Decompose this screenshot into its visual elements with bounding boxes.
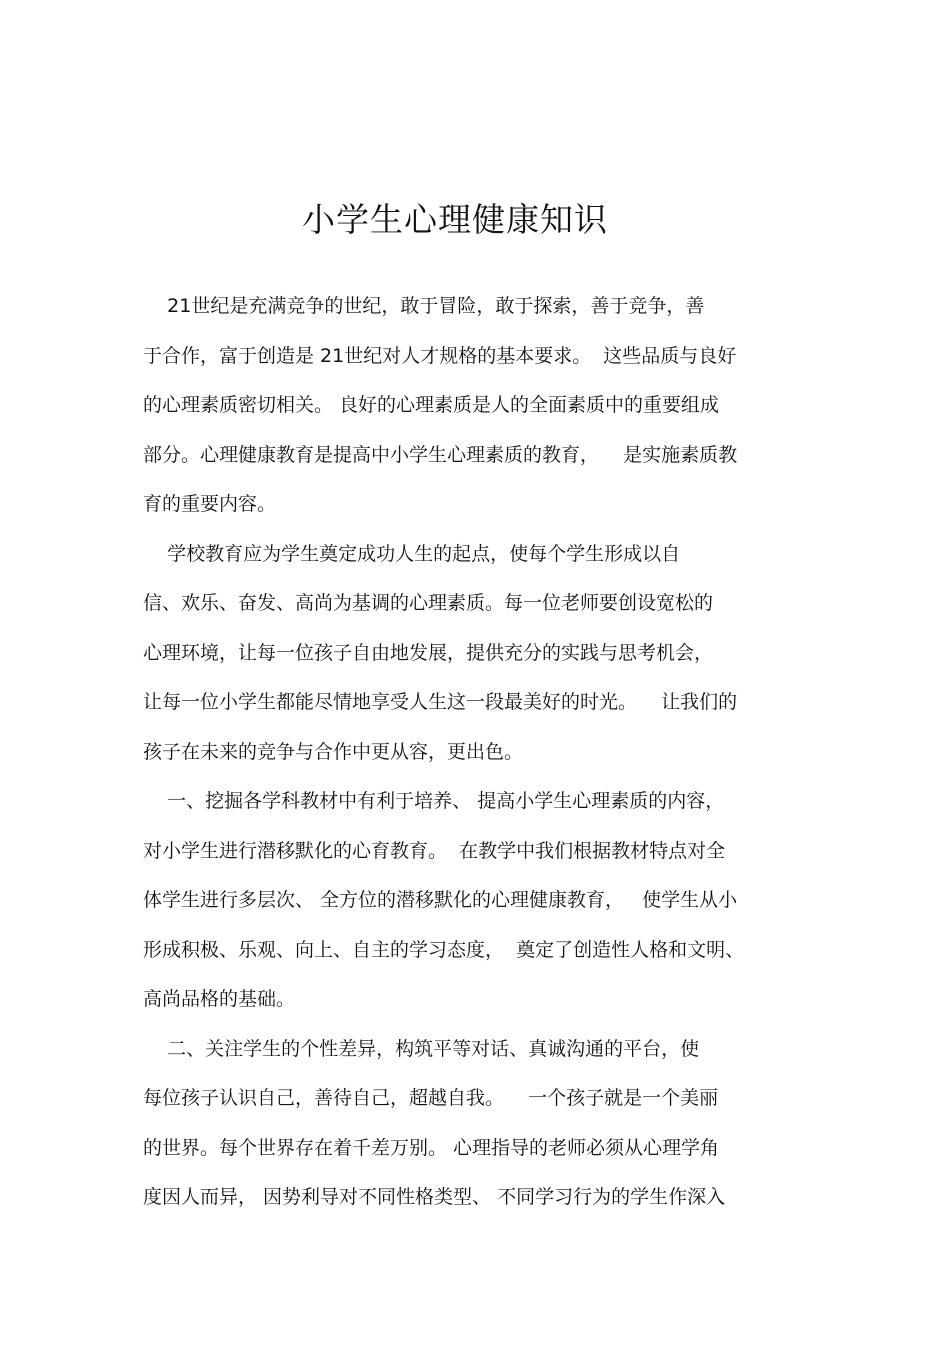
body-line: 的世界。每个世界存在着千差万别。 心理指导的老师必须从心理学角: [143, 1136, 720, 1159]
body-line: 度因人而异， 因势利导对不同性格类型、 不同学习行为的学生作深入: [143, 1186, 726, 1208]
body-line: 二、关注学生的个性差异，构筑平等对话、真诚沟通的平台，使: [143, 1037, 700, 1060]
body-line: 体学生进行多层次、 全方位的潜移默化的心理健康教育， 使学生从小: [143, 889, 738, 911]
body-line: 育的重要内容。: [143, 493, 277, 515]
document-title: 小学生心理健康知识: [302, 200, 608, 239]
body-line: 孩子在未来的竞争与合作中更从容，更出色。: [143, 740, 524, 763]
body-line: 每位孩子认识自己，善待自己，超越自我。 一个孩子就是一个美丽: [143, 1087, 719, 1109]
body-line: 于合作，富于创造是 21世纪对人才规格的基本要求。 这些品质与良好: [143, 344, 737, 367]
body-line: 高尚品格的基础。: [143, 988, 296, 1010]
body-line: 对小学生进行潜移默化的心育教育。 在教学中我们根据教材特点对全: [143, 839, 726, 862]
body-line: 心理环境，让每一位孩子自由地发展，提供充分的实践与思考机会，: [143, 641, 714, 664]
body-line: 部分。心理健康教育是提高中小学生心理素质的教育， 是实施素质教: [143, 443, 738, 466]
body-line: 让每一位小学生都能尽情地享受人生这一段最美好的时光。 让我们的: [143, 691, 738, 713]
body-line: 信、欢乐、奋发、高尚为基调的心理素质。每一位老师要创设宽松的: [143, 592, 714, 614]
body-line: 21世纪是充满竞争的世纪，敢于冒险，敢于探索，善于竞争，善: [143, 295, 705, 317]
document-body: [143, 282, 808, 1223]
body-line: 形成积极、乐观、向上、自主的学习态度， 奠定了创造性人格和文明、: [143, 938, 745, 961]
body-line: 一、挖掘各学科教材中有利于培养、 提高小学生心理素质的内容，: [143, 790, 725, 812]
body-line: 学校教育应为学生奠定成功人生的起点，使每个学生形成以自: [143, 542, 681, 565]
body-line: 的心理素质密切相关。 良好的心理素质是人的全面素质中的重要组成: [143, 394, 720, 416]
